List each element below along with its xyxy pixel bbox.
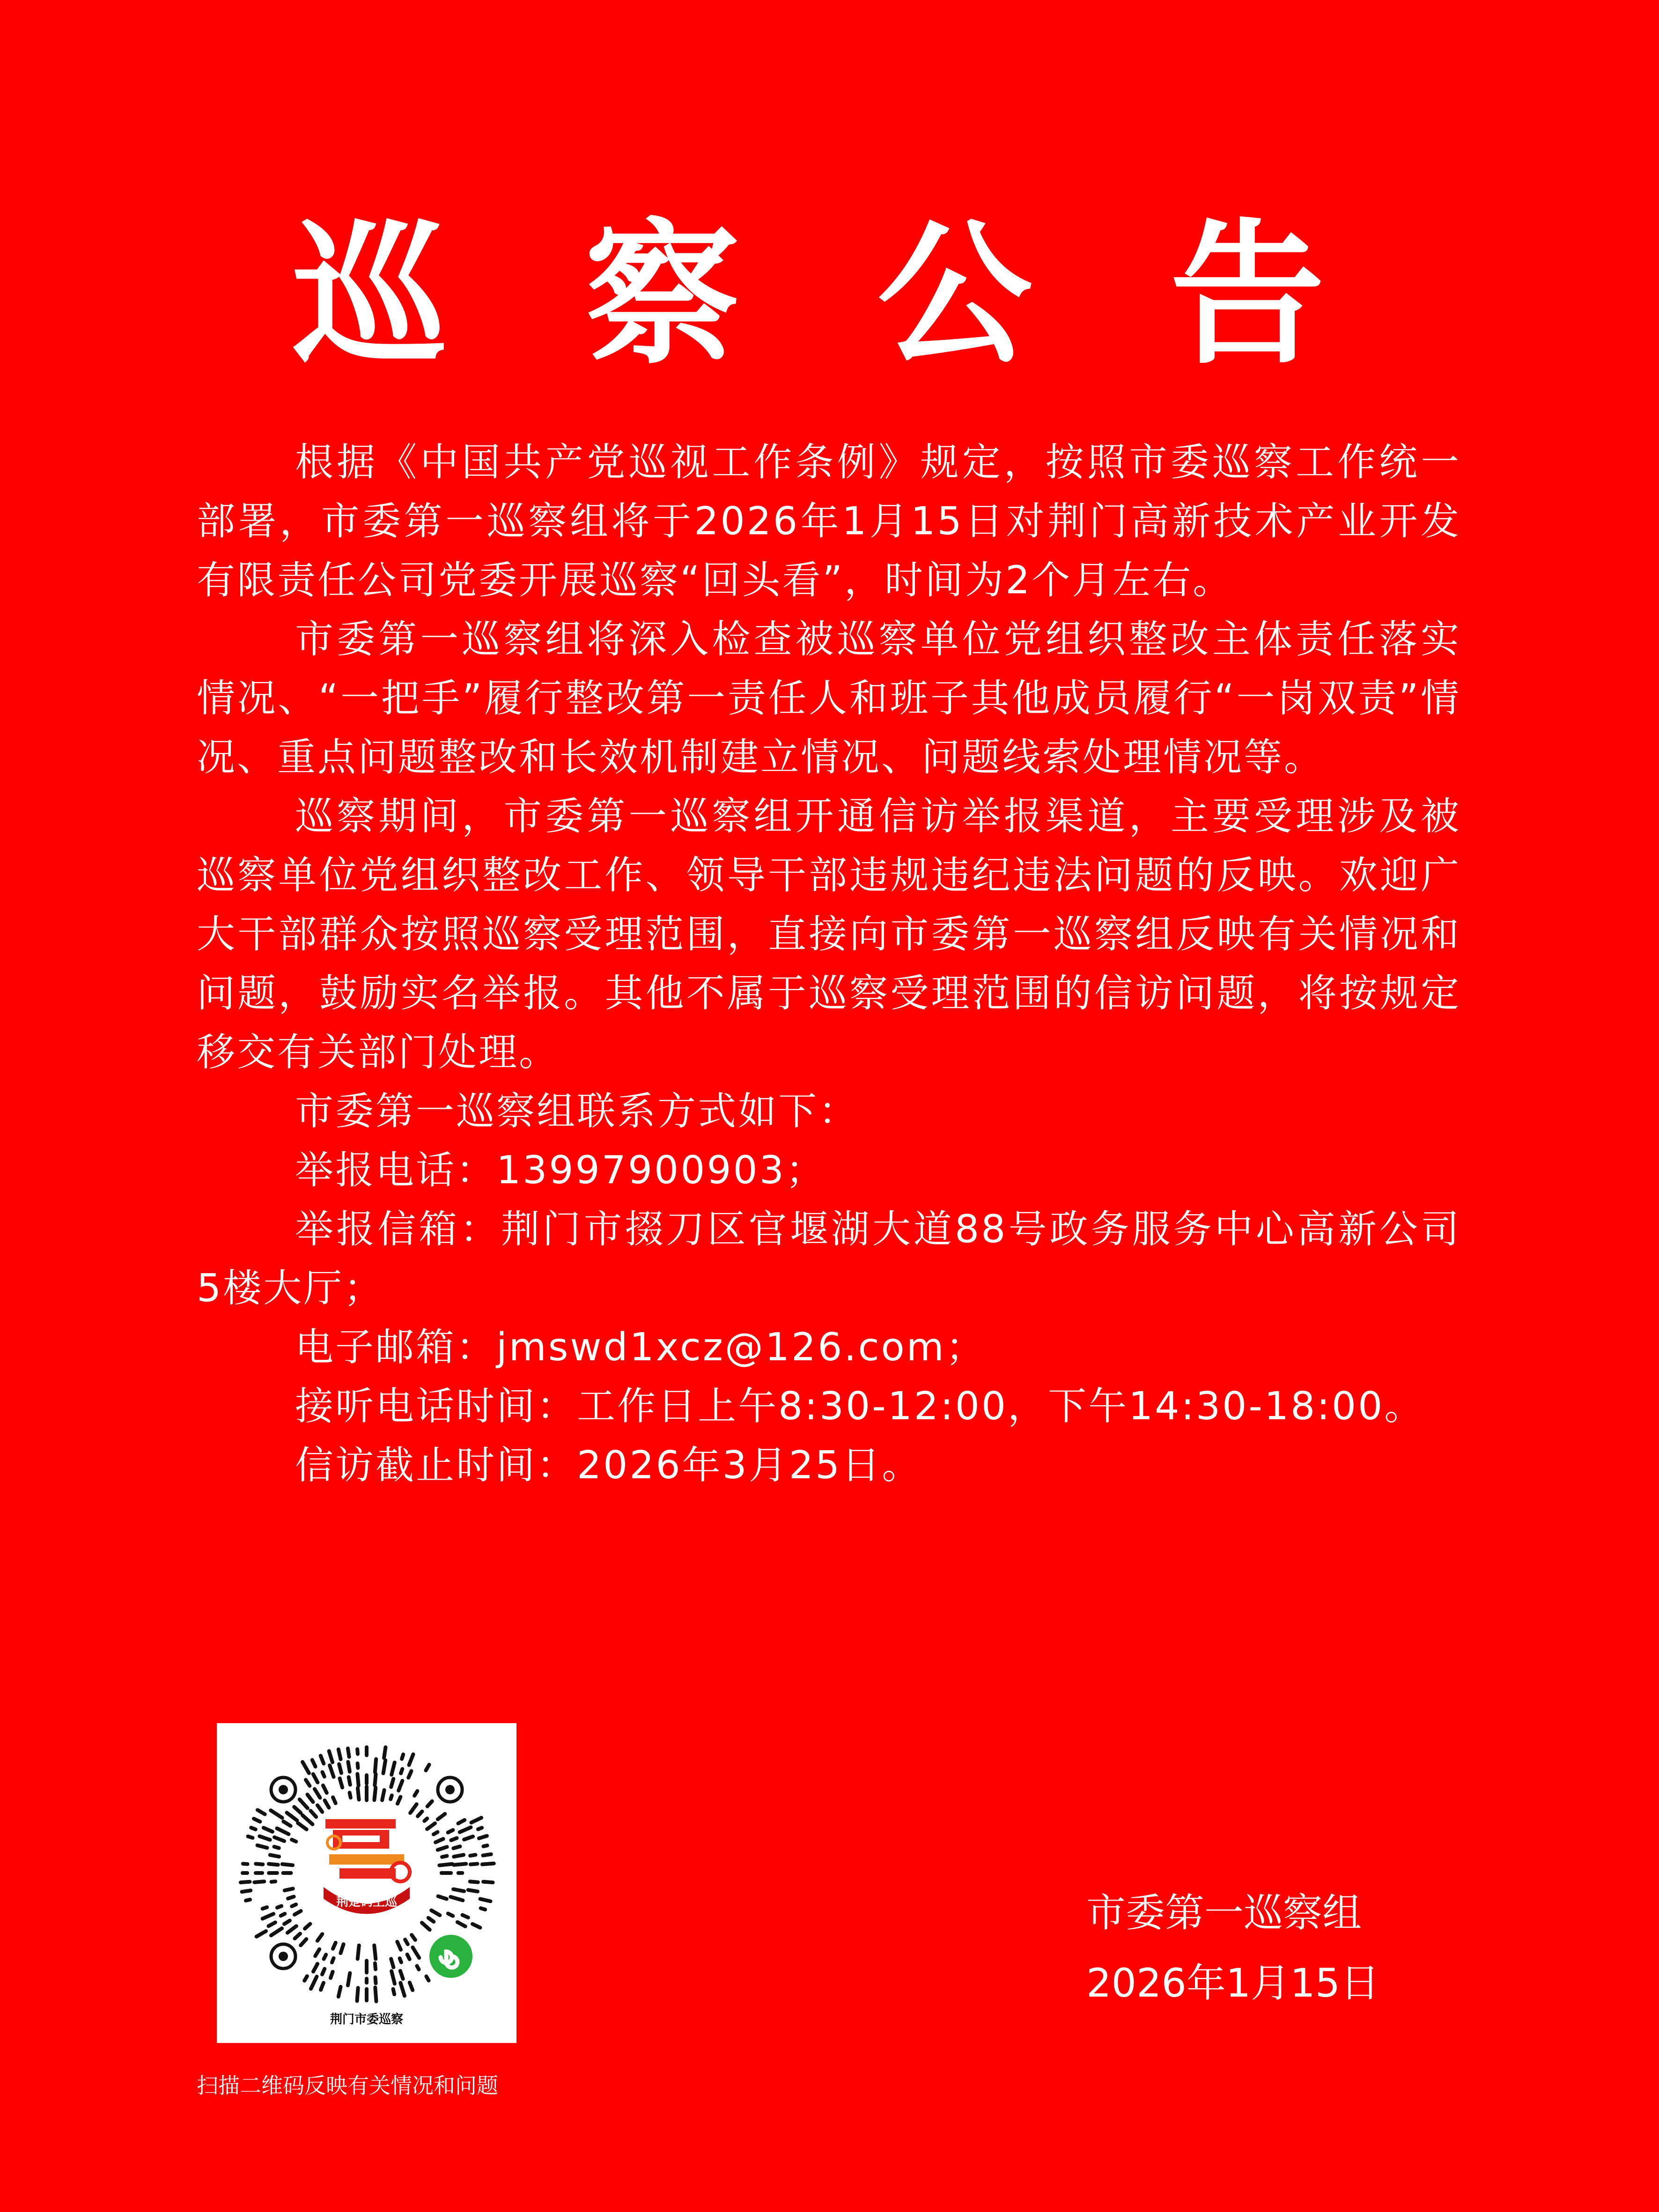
- signature-org: 市委第一巡察组: [1086, 1890, 1362, 1936]
- qr-code-stroke: [281, 1914, 285, 1916]
- qr-code-stroke: [307, 1794, 313, 1802]
- qr-code-stroke: [277, 1906, 281, 1908]
- qr-code-stroke: [358, 1788, 359, 1800]
- paragraph-1: 根据《中国共产党巡视工作条例》规定，按照市委巡察工作统一部署，市委第一巡察组将于2026年1月15日对荆门高新技术产业开发有限责任公司党委开展巡察“回头看”，时间为2个月左右。: [197, 440, 1461, 603]
- qr-code-stroke: [454, 1864, 466, 1865]
- qr-code-stroke: [325, 1800, 329, 1808]
- qr-code-stroke: [448, 1914, 453, 1916]
- qr-code-stroke: [248, 1836, 253, 1838]
- qr-code-stroke: [375, 1977, 376, 1983]
- qr-code-stroke: [483, 1854, 491, 1856]
- qr-code-stroke: [422, 1923, 430, 1930]
- qr-code-stroke: [246, 1900, 250, 1901]
- qr-code-stroke: [339, 1764, 341, 1773]
- qr-code-stroke: [288, 1896, 294, 1898]
- qr-code-stroke: [348, 1762, 350, 1772]
- qr-code-stroke: [426, 1976, 428, 1981]
- qr-code-stroke: [313, 1964, 317, 1972]
- paragraph-2: 市委第一巡察组将深入检查被巡察单位党组织整改主体责任落实情况、“一把手”履行整改第一责任人和班子其他成员履行“一岗双责”情况、重点问题整改和长效机制建立情况、问题线索处理情况等。: [197, 617, 1461, 780]
- qr-code-stroke: [269, 1864, 278, 1865]
- qr-code-stroke: [408, 1771, 411, 1777]
- qr-code-stroke: [269, 1923, 275, 1926]
- qr-code-stroke: [391, 1971, 395, 1983]
- qr-code-stroke: [382, 1790, 384, 1800]
- report-phone: 举报电话：13997900903；: [295, 1148, 826, 1193]
- qr-code-stroke: [284, 1921, 290, 1924]
- qr-code-stroke: [300, 1799, 308, 1808]
- qr-code-stroke: [462, 1915, 468, 1917]
- notice-title: 巡 察 公 告: [292, 205, 1367, 385]
- qr-code-stroke: [384, 1747, 385, 1758]
- qr-code-stroke: [442, 1856, 447, 1857]
- qr-code-stroke: [400, 1971, 403, 1979]
- qr-code-stroke: [374, 1788, 376, 1800]
- qr-code-stroke: [470, 1881, 478, 1882]
- qr-code-stroke: [298, 1823, 307, 1829]
- qr-code-stroke: [397, 1942, 401, 1950]
- qr-code-stroke: [340, 1778, 343, 1787]
- qr-code-stroke: [407, 1954, 410, 1959]
- qr-code-stroke: [458, 1820, 465, 1823]
- qr-code-stroke: [410, 1804, 417, 1813]
- qr-code-stroke: [480, 1899, 490, 1901]
- qr-code-stroke: [375, 1963, 376, 1969]
- qr-code-stroke: [448, 1830, 453, 1832]
- qr-code-stroke: [263, 1914, 273, 1918]
- qr-code-stroke: [409, 1754, 413, 1765]
- qr-code-stroke: [242, 1890, 251, 1892]
- report-mailbox: 举报信箱：荆门市掇刀区官堰湖大道88号政务服务中心高新公司5楼大厅；: [197, 1207, 1461, 1311]
- qr-code-stroke: [375, 1759, 376, 1772]
- qr-code-stroke: [457, 1922, 465, 1926]
- qr-code-stroke: [302, 1815, 313, 1824]
- qr-code-stroke: [331, 1972, 333, 1978]
- qr-code-stroke: [374, 1945, 376, 1959]
- qr-code-stroke: [349, 1777, 350, 1784]
- qr-code-stroke: [285, 1888, 293, 1890]
- qr-code-stroke: [321, 1755, 324, 1763]
- qr-code-stroke: [339, 1987, 341, 1997]
- qr-code-stroke: [428, 1918, 434, 1922]
- notice-body: [197, 433, 1461, 1495]
- qr-code-stroke: [391, 1795, 392, 1799]
- qr-code-stroke: [478, 1828, 482, 1829]
- qr-code-stroke: [321, 1983, 324, 1990]
- qr-code-stroke: [427, 1823, 435, 1829]
- qr-code-stroke: [483, 1845, 487, 1846]
- qr-code-stroke: [375, 1987, 376, 2001]
- report-email: 电子邮箱：jmswd1xcz@126.com；: [295, 1325, 986, 1370]
- qr-code-stroke: [402, 1755, 403, 1759]
- qr-code-stroke: [322, 1969, 324, 1975]
- qr-code-stroke: [417, 1966, 419, 1969]
- qr-code-stroke: [259, 1836, 270, 1840]
- qr-code-stroke: [383, 1760, 386, 1773]
- qr-code-stroke: [257, 1931, 266, 1937]
- qr-code-stroke: [391, 1779, 393, 1787]
- qr-code-stroke: [348, 1748, 349, 1757]
- qr-code-stroke: [391, 1959, 393, 1967]
- qr-code-stroke: [393, 1989, 395, 1994]
- qr-code-stroke: [348, 1973, 350, 1985]
- qr-code-stroke: [400, 1958, 401, 1962]
- qr-code-stroke: [470, 1855, 475, 1856]
- qr-code-stroke: [322, 1772, 324, 1777]
- qr-code-stroke: [412, 1935, 415, 1940]
- qr-code-stroke: [410, 1983, 413, 1990]
- qr-code-stroke: [482, 1864, 494, 1865]
- qr-code-stroke: [258, 1845, 267, 1848]
- qr-code-stroke: [323, 1785, 327, 1793]
- qr-code-stroke: [295, 1934, 300, 1939]
- qr-code-stroke: [312, 1760, 316, 1767]
- qr-code-stroke: [375, 1774, 376, 1785]
- qr-code-stroke: [301, 1939, 306, 1945]
- qr-code-stroke: [424, 1819, 427, 1821]
- qr-code-stroke: [339, 1749, 341, 1759]
- qr-code-stroke: [295, 1911, 301, 1915]
- qr-code-stroke: [483, 1882, 493, 1883]
- qr-code-stroke: [460, 1827, 471, 1832]
- qr-code-stroke: [468, 1890, 478, 1891]
- qr-code-stroke: [481, 1908, 486, 1910]
- qr-code-stroke: [357, 1988, 358, 2001]
- paragraph-3: 巡察期间，市委第一巡察组开通信访举报渠道，主要受理涉及被巡察单位党组织整改工作、领导干部违规违纪违法问题的反映。欢迎广大干部群众按照巡察受理范围，直接向市委第一巡察组反映有关情况和问题，鼓励实名举报。其他不属于巡察受理范围的信访问题，将按规定移交有关部门处理。: [197, 794, 1461, 1075]
- qr-code-stroke: [305, 1924, 310, 1929]
- qr-code-stroke: [332, 1958, 334, 1962]
- qr-code-stroke: [426, 1765, 429, 1770]
- qr-code-stroke: [398, 1781, 402, 1791]
- petition-deadline: 信访截止时间：2026年3月25日。: [295, 1443, 922, 1488]
- qr-code-stroke: [306, 1780, 310, 1786]
- qr-code-stroke: [398, 1797, 400, 1803]
- qr-code-stroke: [264, 1828, 273, 1831]
- qr-code-stroke: [292, 1904, 296, 1906]
- qr-code-stroke: [413, 1947, 419, 1958]
- qr-code-stroke: [471, 1818, 481, 1822]
- qr-code-stroke: [258, 1810, 265, 1814]
- qr-caption: 扫描二维码反映有关情况和问题: [197, 2073, 498, 2098]
- qr-code-stroke: [317, 1805, 322, 1812]
- qr-code-stroke: [414, 1791, 417, 1796]
- qr-code-stroke: [287, 1813, 297, 1821]
- qr-code-stroke: [428, 1801, 432, 1806]
- qr-code-stroke: [274, 1847, 279, 1848]
- qr-code-stroke: [270, 1855, 279, 1857]
- qr-code-stroke: [401, 1769, 402, 1773]
- qr-code-stroke: [400, 1983, 405, 1996]
- qr-code-stroke: [439, 1864, 452, 1865]
- qr-code-stroke: [357, 1774, 358, 1785]
- qr-code-stroke: [324, 1954, 326, 1959]
- mini-program-qr-code[interactable]: [217, 1723, 516, 2043]
- signature-date: 2026年1月15日: [1086, 1960, 1380, 2006]
- qr-code-stroke: [311, 1976, 317, 1989]
- qr-code-stroke: [310, 1811, 316, 1817]
- qr-code-stroke: [294, 1807, 301, 1813]
- qr-code-stroke: [277, 1829, 288, 1834]
- qr-code-stroke: [329, 1751, 332, 1762]
- qr-code-stroke: [263, 1907, 267, 1909]
- qr-code-stroke: [472, 1924, 480, 1928]
- qr-code-stroke: [254, 1881, 264, 1882]
- qr-code-stroke: [391, 1762, 395, 1775]
- qr-code-stroke: [438, 1896, 447, 1899]
- signature-block: [1086, 1878, 1409, 2018]
- qr-code-stroke: [317, 1934, 322, 1940]
- qr-code-stroke: [251, 1828, 256, 1829]
- qr-code-graphic: [217, 1723, 516, 2023]
- qr-code-stroke: [283, 1821, 290, 1826]
- qr-code-stroke: [271, 1928, 282, 1935]
- qr-code-stroke: [350, 1792, 351, 1798]
- qr-code-stroke: [357, 1749, 358, 1754]
- qr-code-stroke: [315, 1949, 319, 1956]
- qr-code-stroke: [333, 1797, 336, 1803]
- qr-code-stroke: [431, 1910, 440, 1915]
- qr-code-stroke: [435, 1839, 443, 1842]
- qr-code-stroke: [479, 1836, 487, 1838]
- phone-hours: 接听电话时间：工作日上午8:30-12:00，下午14:30-18:00。: [295, 1384, 1425, 1429]
- qr-code-stroke: [453, 1846, 460, 1848]
- qr-code-stroke: [358, 1946, 359, 1959]
- qr-code-stroke: [288, 1926, 296, 1932]
- qr-code-stroke: [450, 1897, 463, 1900]
- contact-heading: 市委第一巡察组联系方式如下：: [295, 1089, 859, 1134]
- qr-code-stroke: [434, 1832, 438, 1835]
- qr-code-stroke: [315, 1789, 320, 1798]
- logo-text: 荆楚码上巡: [336, 1895, 398, 1909]
- qr-code-stroke: [254, 1819, 260, 1821]
- qr-code-stroke: [302, 1762, 309, 1773]
- qr-code-stroke: [330, 1765, 333, 1777]
- qr-code-stroke: [292, 1840, 296, 1842]
- qr-code-stroke: [340, 1944, 343, 1953]
- qr-code-stroke: [464, 1836, 473, 1839]
- qr-code-stroke: [405, 1939, 408, 1944]
- qr-code-stroke: [282, 1864, 293, 1865]
- qr-code-stroke: [313, 1774, 318, 1783]
- qr-code-stroke: [274, 1837, 284, 1841]
- qr-label: 荆门市委巡察: [330, 2013, 403, 2027]
- qr-code-stroke: [271, 1810, 282, 1818]
- qr-code-stroke: [272, 1881, 276, 1882]
- qr-code-stroke: [438, 1814, 445, 1820]
- qr-code-stroke: [453, 1889, 464, 1891]
- qr-code-stroke: [304, 1976, 307, 1981]
- qr-code-stroke: [333, 1943, 336, 1949]
- qr-code-stroke: [418, 1812, 422, 1816]
- qr-code-stroke: [438, 1847, 447, 1850]
- qr-code-stroke: [451, 1838, 457, 1840]
- qr-code-stroke: [454, 1855, 464, 1857]
